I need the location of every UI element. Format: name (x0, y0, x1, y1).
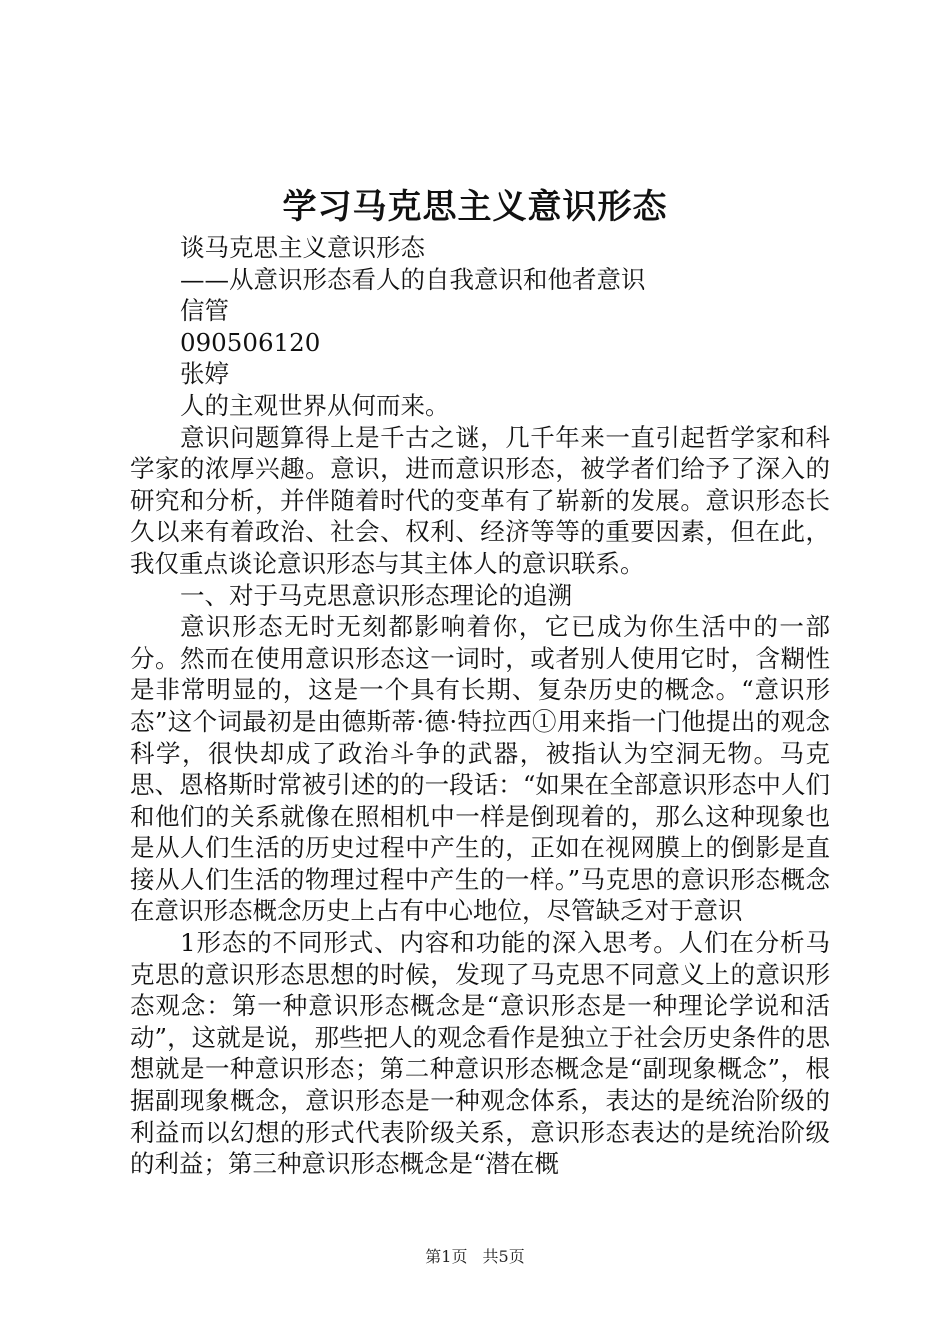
document-body (130, 232, 830, 1180)
document-title: 学习马克思主义意识形态 (282, 187, 668, 227)
opening-question-line: 人的主观世界从何而来。 (180, 390, 450, 420)
page-total: 共5页 (482, 1247, 525, 1266)
page-number: 第1页 (425, 1247, 468, 1266)
paragraph-intro: 意识问题算得上是千古之谜，几千年来一直引起哲学家和科学家的浓厚兴趣。意识，进而意识形态，被学者们给予了深入的研究和分析，并伴随着时代的变革有了崭新的发展。意识形态长久以来有着政治、社会、权利、经济等等的重要因素，但在此，我仅重点谈论意识形态与其主体人的意识联系。 (130, 422, 830, 578)
page-footer (0, 1246, 950, 1268)
student-id-line: 090506120 (180, 327, 321, 357)
paragraph-ideology-concepts: 1形态的不同形式、内容和功能的深入思考。人们在分析马克思的意识形态思想的时候，发现了马克思不同意义上的意识形态观念：第一种意识形态概念是“意识形态是一种理论学说和活动”，这就是说，那些把人的观念看作是独立于社会历史条件的思想就是一种意识形态；第二种意识形态概念是“副现象概念”，根据副现象概念，意识形态是一种观念体系，表达的是统治阶级的利益而以幻想的形式代表阶级关系，意识形态表达的是统治阶级的利益；第三种意识形态概念是“潜在概 (130, 928, 830, 1179)
author-line: 张婷 (180, 359, 229, 389)
section-heading: 一、对于马克思意识形态理论的追溯 (180, 580, 572, 610)
subtitle-dash-line: ——从意识形态看人的自我意识和他者意识 (180, 264, 646, 294)
paragraph-ideology-history: 意识形态无时无刻都影响着你，它已成为你生活中的一部分。然而在使用意识形态这一词时，或者别人使用它时，含糊性是非常明显的，这是一个具有长期、复杂历史的概念。“意识形态”这个词最初是由德斯蒂·德·特拉西①用来指一门他提出的观念科学，很快却成了政治斗争的武器，被指认为空洞无物。马克思、恩格斯时常被引述的的一段话：“如果在全部意识形态中人们和他们的关系就像在照相机中一样是倒现着的，那么这种现象也是从人们生活的历史过程中产生的，正如在视网膜上的倒影是直接从人们生活的物理过程中产生的一样。”马克思的意识形态概念在意识形态概念历史上占有中心地位，尽管缺乏对于意识 (130, 612, 830, 926)
department-line: 信管 (180, 296, 229, 326)
subtitle-line: 谈马克思主义意识形态 (180, 233, 425, 262)
